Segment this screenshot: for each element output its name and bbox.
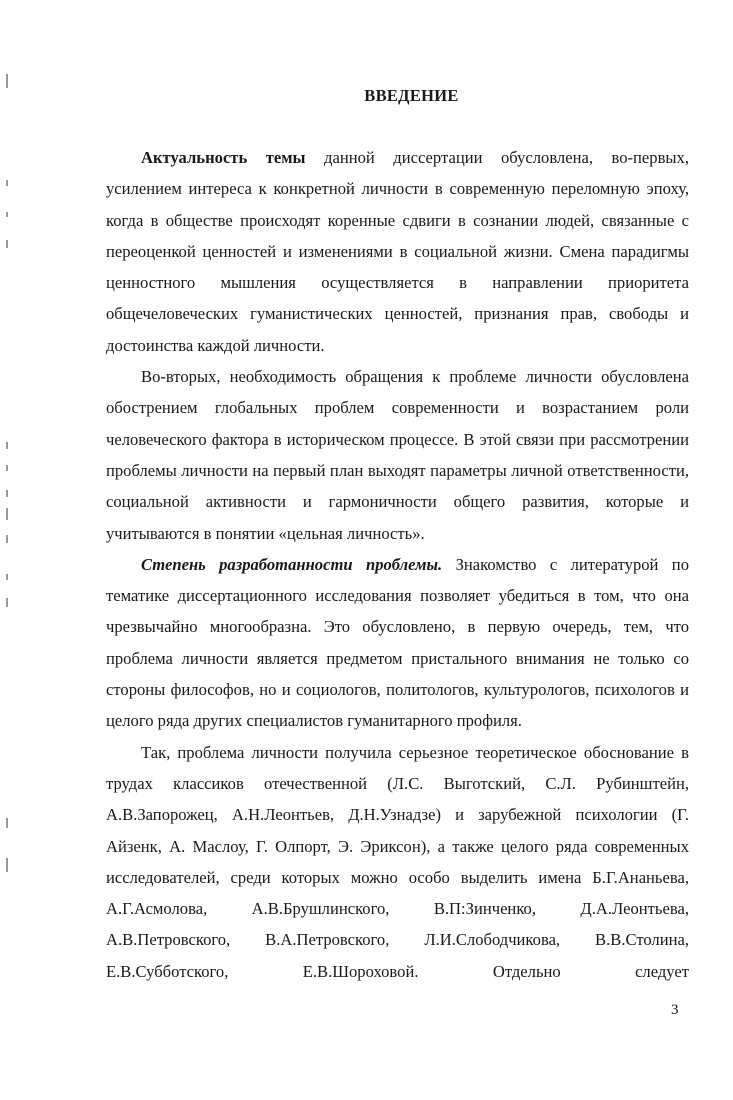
paragraph-lead-relevance: Актуальность темы [141,148,306,167]
scan-margin-mark [6,465,8,471]
scan-margin-mark [6,598,8,607]
paragraph-text: Так, проблема личности получила серьезное теоретическое обоснование в трудах классиков отечественной (Л.С. Выготский, С.Л. Рубинштейн, А.В.Запорожец, А.Н.Леонтьев, Д.Н.Узнадзе) и зарубежной психологии (Г. Айзенк, А. Маслоу, Г. Олпорт, Э. Эриксон), а также целого ряда современных исследователей, среди которых можно особо выделить имена Б.Г.Ананьева, А.Г.Асмолова, А.В.Брушлинского, В.П:Зинченко, Д.А.Леонтьева, А.В.Петровского, В.А.Петровского, Л.И.Слободчикова, В.В.Столина, Е.В.Субботского, Е.В.Шороховой. Отдельно следует [106,742,689,981]
scan-margin-mark [6,818,8,828]
scan-margin-mark [6,180,8,186]
paragraph-lead-development: Степень разработанности проблемы. [141,554,443,574]
paragraph-text: Во-вторых, необходимость обращения к проблеме личности обусловлена обострением глобальных проблем современности и возрастанием роли человеческого фактора в историческом процессе. В этой связи при рассмотрении проблемы личности на первый план выходят параметры личной ответственности, социальной активности и гармоничности общего развития, которые и учитываются в понятии «цельная личность». [106,367,689,543]
scan-margin-mark [6,858,8,872]
page-number: 3 [671,1002,679,1018]
paragraph-secondly [106,361,689,549]
section-heading: ВВЕДЕНИЕ [364,86,459,105]
scan-margin-mark [6,508,8,520]
scan-margin-mark [6,535,8,543]
paragraph-classics [106,737,689,987]
paragraph-text: данной диссертации обусловлена, во-первых, усилением интереса к конкретной личности в современную переломную эпоху, когда в обществе происходят коренные сдвиги в сознании людей, связанные с переоценкой ценностей и изменениями в социальной жизни. Смена парадигмы ценностного мышления осуществляется в направлении приоритета общечеловеческих гуманистических ценностей, признания прав, свободы и достоинства каждой личности. [106,148,689,355]
scan-margin-mark [6,240,8,248]
paragraph-text: Знакомство с литературой по тематике диссертационного исследования позволяет убедиться в том, что она чрезвычайно многообразна. Это обусловлено, в первую очередь, тем, что проблема личности является предметом пристального внимания не только со стороны философов, но и социологов, политологов, культурологов, психологов и целого ряда других специалистов гуманитарного профиля. [106,554,689,731]
paragraph-development-degree [106,549,689,737]
scan-margin-mark [6,442,8,449]
scan-margin-mark [6,574,8,580]
paragraph-relevance [106,142,689,361]
scan-margin-mark [6,212,8,217]
scan-margin-mark [6,490,8,497]
body-text [106,142,689,987]
